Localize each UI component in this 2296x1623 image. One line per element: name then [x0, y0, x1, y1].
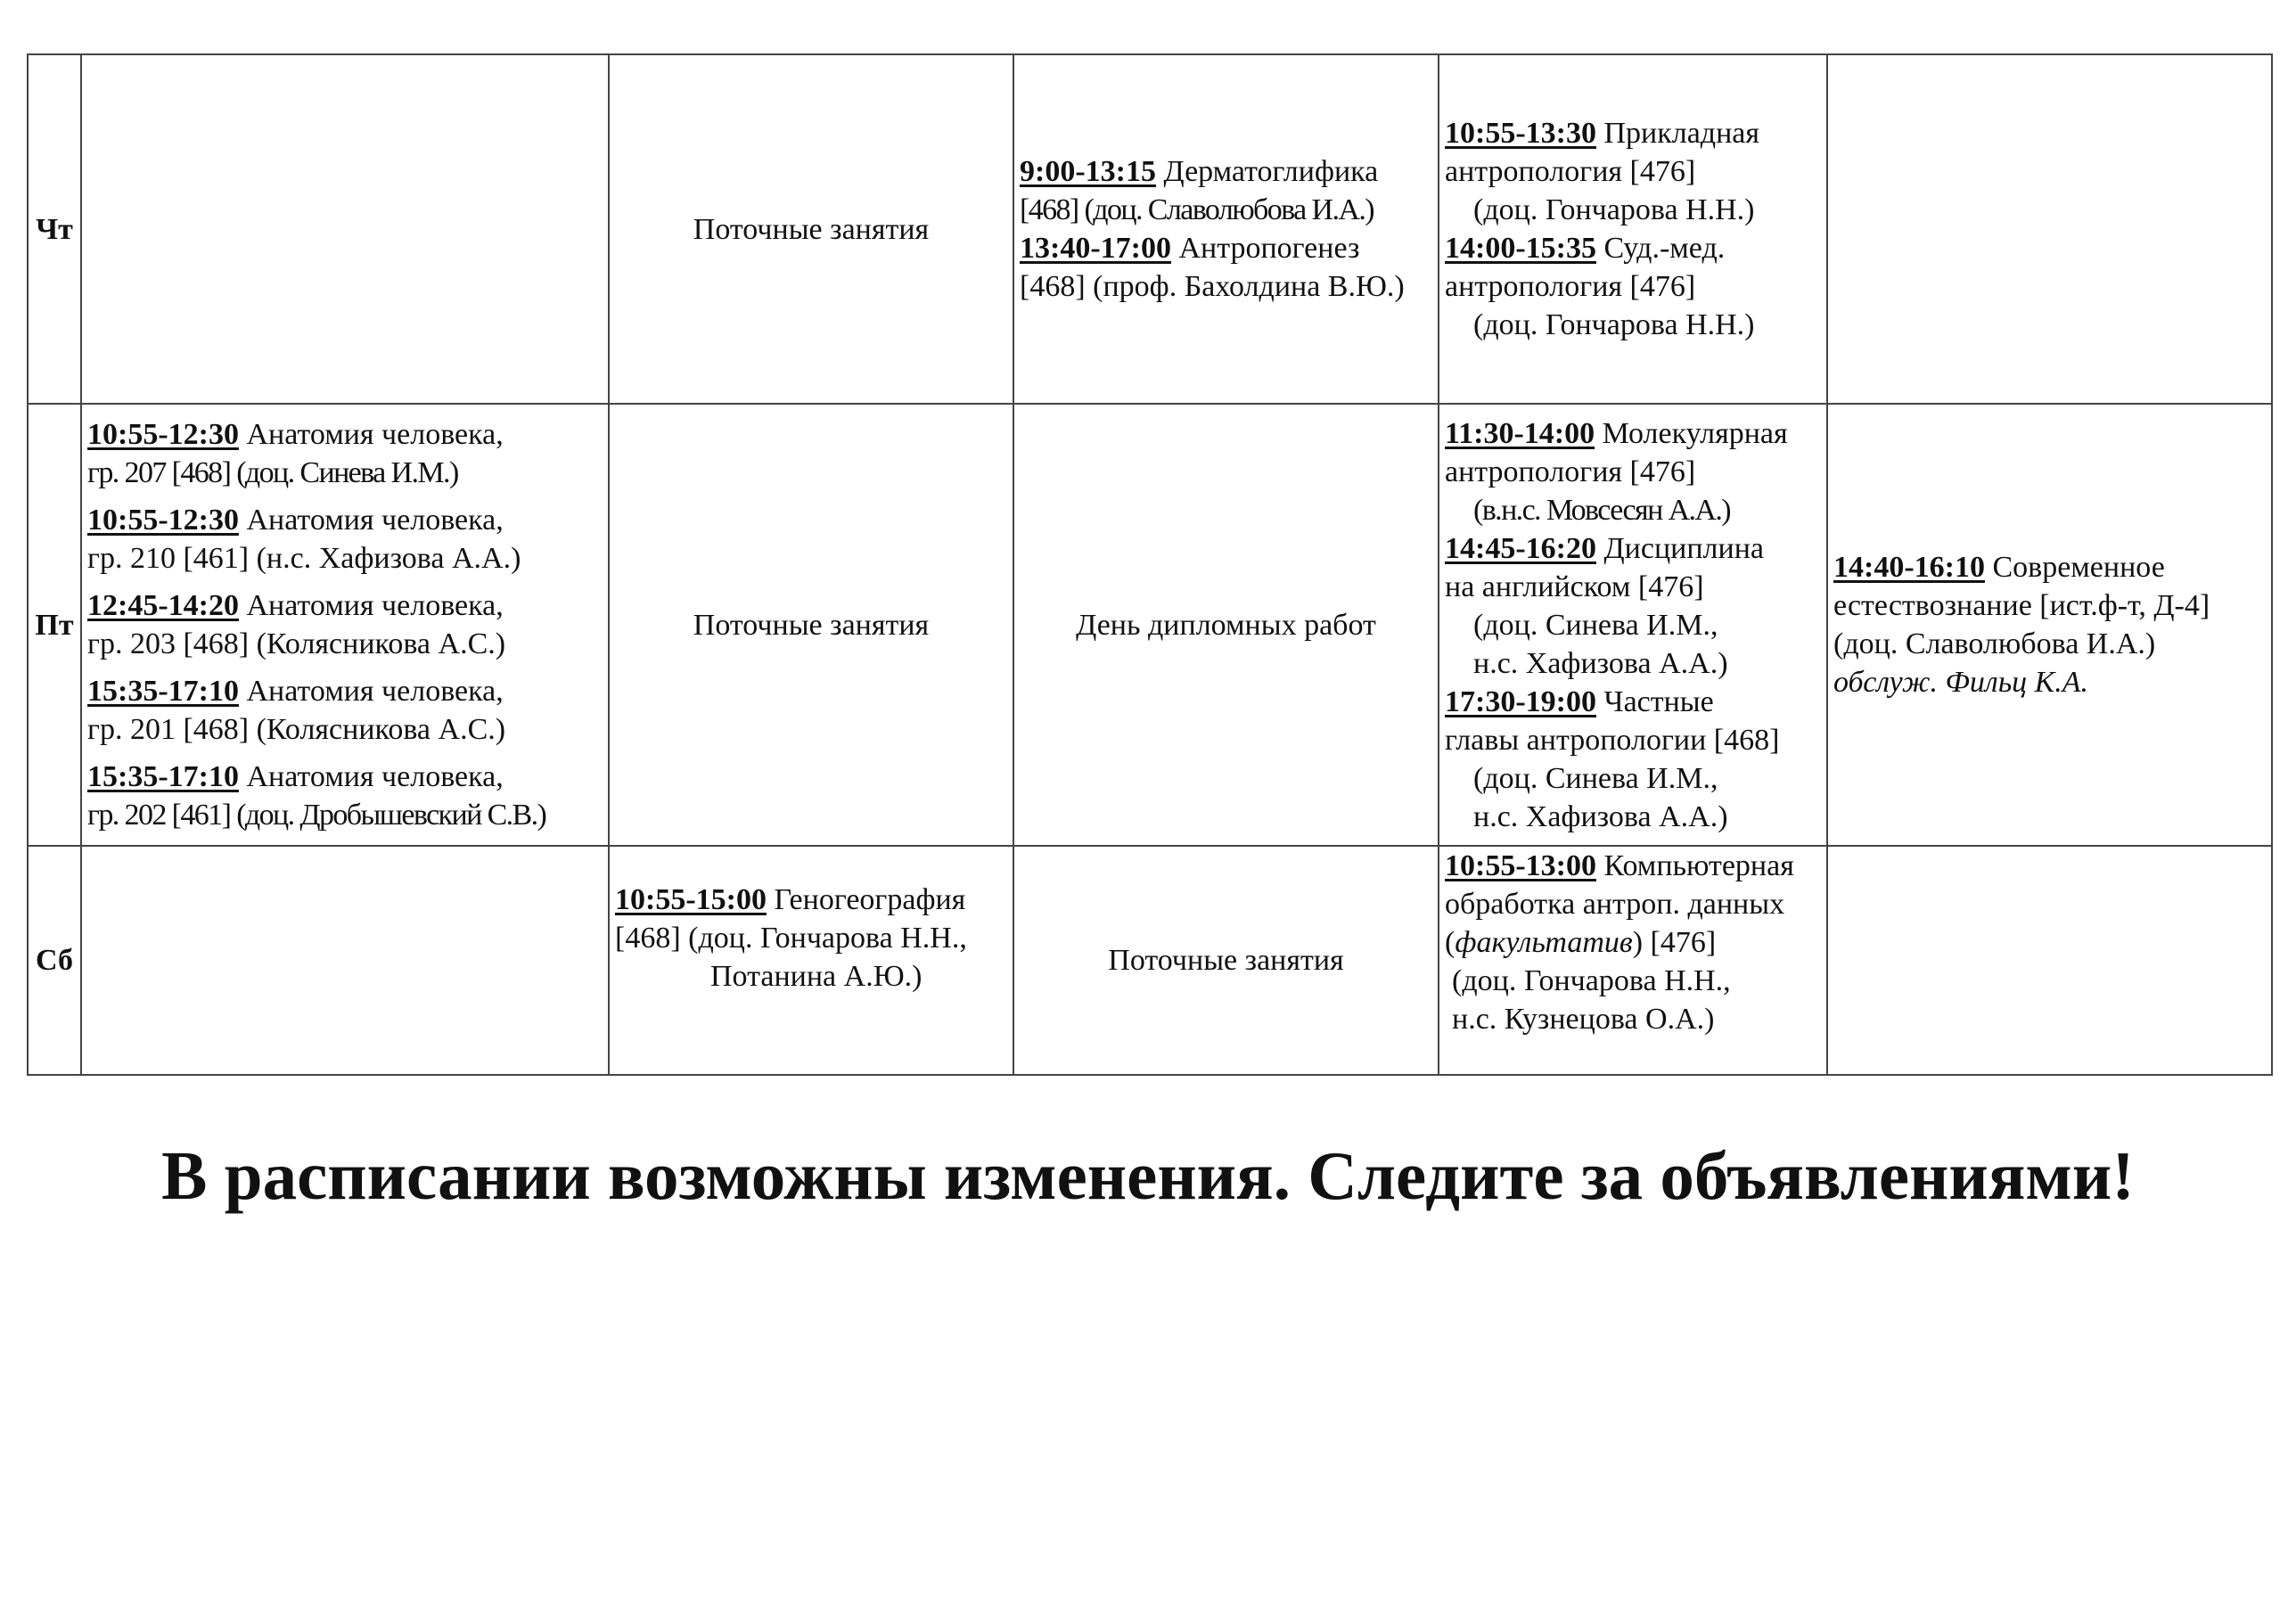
class-subject: антропология [476]	[1445, 270, 1696, 303]
class-time: 9:00-13:15	[1020, 155, 1156, 188]
class-staff: обслуж. Фильц К.А.	[1833, 666, 2089, 699]
class-details: гр. 203 [468] (Колясникова А.С.)	[87, 627, 506, 660]
class-cell	[1439, 846, 1827, 1075]
class-time: 13:40-17:00	[1020, 232, 1171, 265]
class-entry	[615, 881, 1007, 996]
stream-classes-cell: Поточные занятия	[1013, 846, 1439, 1075]
class-subject: главы антропологии [468]	[1445, 723, 1780, 757]
class-time: 10:55-13:30	[1445, 117, 1596, 150]
paren-open: (	[1445, 926, 1456, 959]
class-time: 10:55-12:30	[87, 504, 239, 537]
class-cell	[81, 404, 609, 846]
class-teacher: (в.н.с. Мовсесян А.А.)	[1473, 493, 1730, 527]
class-title: Прикладная	[1595, 117, 1760, 150]
class-entry	[87, 672, 603, 749]
class-cell	[609, 846, 1013, 1075]
class-title: Дисциплина	[1595, 531, 1764, 565]
class-subject: естествознание [ист.ф-т, Д-4]	[1833, 589, 2210, 622]
row-saturday	[28, 846, 2272, 1075]
class-cell	[1013, 54, 1439, 404]
class-title: Компьютерная	[1595, 849, 1794, 882]
class-teacher: (доц. Синева И.М.,	[1473, 761, 1718, 795]
class-time: 14:40-16:10	[1833, 551, 1985, 584]
class-title: Молекулярная	[1595, 416, 1788, 450]
day-label: Сб	[28, 846, 81, 1075]
empty-cell	[81, 54, 609, 404]
class-details: гр. 207 [468] (доц. Синева И.М.)	[87, 456, 458, 489]
class-details: гр. 202 [461] (доц. Дробышевский С.В.)	[87, 799, 546, 832]
class-cell	[1439, 404, 1827, 846]
class-entry	[1445, 683, 1821, 836]
class-entry	[1445, 229, 1821, 344]
empty-cell	[1827, 846, 2272, 1075]
class-title: Анатомия человека,	[238, 418, 504, 451]
class-entry	[1020, 152, 1432, 229]
schedule-table	[27, 53, 2273, 1076]
class-time: 12:45-14:20	[87, 589, 239, 622]
thesis-day-cell: День дипломных работ	[1013, 404, 1439, 846]
class-title: Дерматоглифика	[1155, 155, 1379, 188]
class-entry	[1445, 114, 1821, 229]
class-details: [468] (доц. Славолюбова И.А.)	[1020, 193, 1374, 226]
class-title: Частные	[1595, 684, 1714, 718]
class-cell	[1827, 404, 2272, 846]
elective-label: факультатив	[1455, 926, 1633, 959]
class-subject: на английском [476]	[1445, 570, 1704, 603]
class-teacher: (доц. Гончарова Н.Н.)	[1473, 193, 1755, 226]
class-time: 10:55-15:00	[615, 883, 767, 916]
class-title: Анатомия человека,	[238, 760, 504, 793]
class-time: 10:55-13:00	[1445, 849, 1596, 882]
day-label: Пт	[28, 404, 81, 846]
class-time: 15:35-17:10	[87, 675, 239, 708]
class-teacher: (доц. Синева И.М.,	[1473, 608, 1718, 642]
class-subject: антропология [476]	[1445, 155, 1696, 188]
class-title: Геногеография	[766, 883, 966, 916]
class-title: Антропогенез	[1170, 232, 1360, 265]
class-title: Суд.-мед.	[1595, 232, 1726, 265]
class-details: [468] (проф. Бахолдина В.Ю.)	[1020, 270, 1405, 303]
empty-cell	[81, 846, 609, 1075]
class-time: 15:35-17:10	[87, 760, 239, 793]
class-entry	[87, 501, 603, 578]
class-time: 14:00-15:35	[1445, 232, 1596, 265]
class-details: гр. 210 [461] (н.с. Хафизова А.А.)	[87, 542, 521, 575]
class-entry	[1445, 414, 1821, 529]
class-teacher: (доц. Славолюбова И.А.)	[1833, 627, 2156, 660]
class-time: 17:30-19:00	[1445, 684, 1596, 718]
class-teacher: н.с. Хафизова А.А.)	[1473, 799, 1728, 833]
class-note	[1445, 923, 1821, 962]
class-time: 14:45-16:20	[1445, 531, 1596, 565]
class-entry	[1445, 847, 1821, 1038]
day-label: Чт	[28, 54, 81, 404]
class-teacher: Потанина А.Ю.)	[710, 960, 922, 993]
class-teacher: н.с. Хафизова А.А.)	[1473, 646, 1728, 680]
class-title: Анатомия человека,	[238, 589, 504, 622]
class-time: 11:30-14:00	[1445, 416, 1595, 450]
class-title: Анатомия человека,	[238, 675, 504, 708]
class-entry	[87, 586, 603, 663]
class-entry	[1020, 229, 1432, 306]
class-entry	[1833, 548, 2266, 701]
row-thursday	[28, 54, 2272, 404]
class-room: ) [476]	[1632, 926, 1717, 959]
class-entry	[87, 758, 603, 834]
empty-cell	[1827, 54, 2272, 404]
class-subject: обработка антроп. данных	[1445, 888, 1785, 921]
stream-classes-cell: Поточные занятия	[609, 54, 1013, 404]
row-friday	[28, 404, 2272, 846]
class-title: Современное	[1984, 551, 2165, 584]
class-teacher: н.с. Кузнецова О.А.)	[1452, 1003, 1715, 1036]
class-teacher: (доц. Гончарова Н.Н.,	[1452, 964, 1731, 997]
class-subject: антропология [476]	[1445, 455, 1696, 488]
class-title: Анатомия человека,	[238, 504, 504, 537]
class-details: [468] (доц. Гончарова Н.Н.,	[615, 922, 967, 955]
class-teacher: (доц. Гончарова Н.Н.)	[1473, 308, 1755, 341]
schedule-change-notice: В расписании возможны изменения. Следите за объявлениями!	[161, 1137, 2135, 1214]
stream-classes-cell: Поточные занятия	[609, 404, 1013, 846]
class-entry	[1445, 529, 1821, 683]
class-details: гр. 201 [468] (Колясникова А.С.)	[87, 713, 506, 746]
class-cell	[1439, 54, 1827, 404]
class-time: 10:55-12:30	[87, 418, 239, 451]
class-entry	[87, 415, 603, 492]
